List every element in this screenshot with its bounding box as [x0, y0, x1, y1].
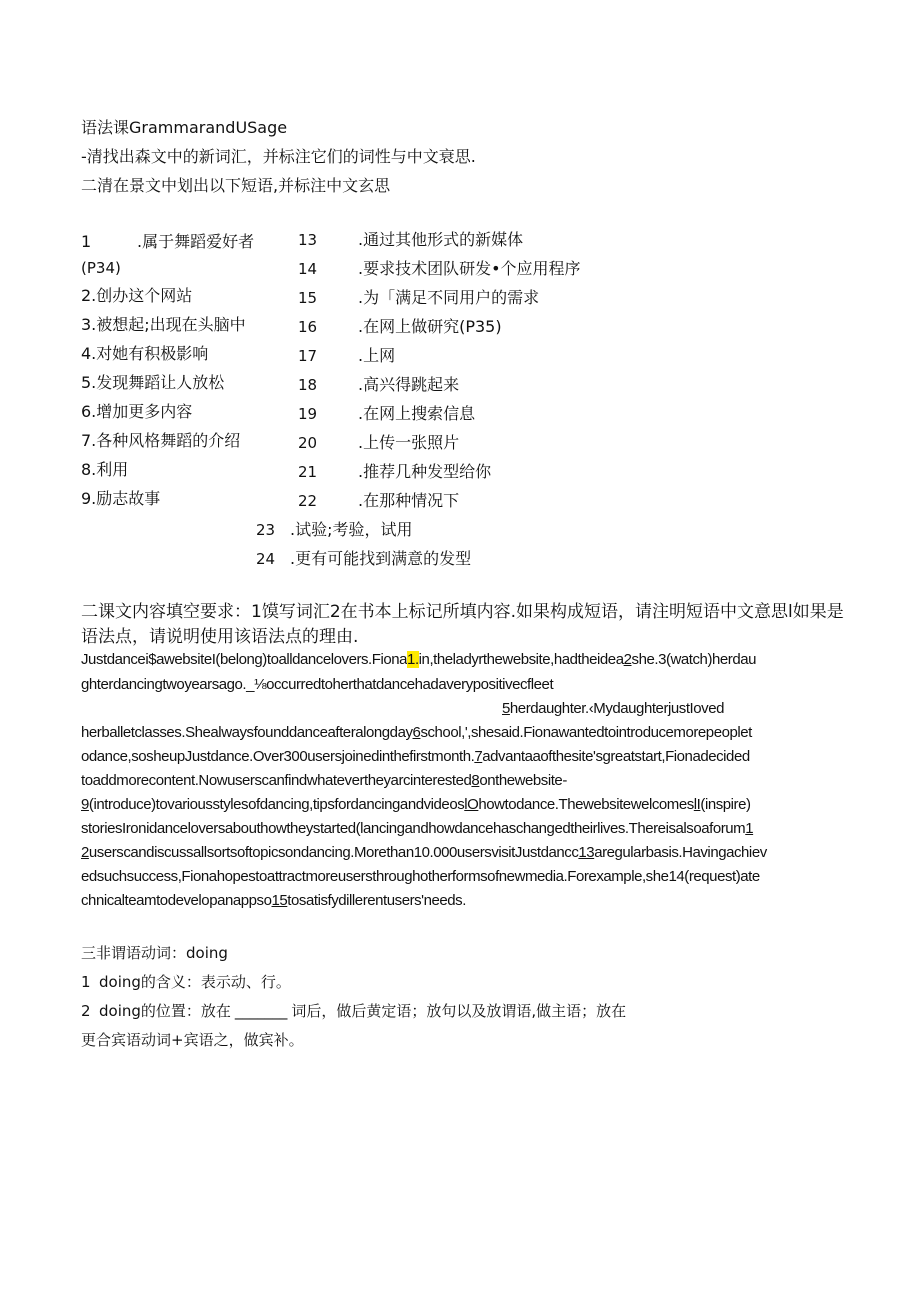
blank-number: 15: [271, 892, 288, 909]
list-item: [256, 520, 412, 540]
item-number: 2: [81, 1002, 91, 1020]
item-number: 24: [256, 550, 276, 568]
passage-text: storiesIronidanceloversabouthowtheystarted(lancingandhowdancehaschangedtheirlives.Thereisalsoaforum: [81, 820, 746, 837]
item-number: 23: [256, 521, 276, 539]
list-item: [81, 402, 192, 422]
blank-number: 5: [502, 700, 510, 717]
instruction-line-1: -清找出森文中的新词汇，并标注它们的词性与中文衰思.: [81, 147, 476, 166]
item-number: 3.: [81, 315, 97, 334]
blank-number: 6: [412, 724, 421, 741]
list-item: [81, 286, 192, 306]
passage-text: (inspire): [700, 796, 751, 813]
item-number: 17: [298, 347, 318, 365]
passage-line: [81, 843, 767, 863]
item-number: 22: [298, 492, 318, 510]
item-text: (P34): [81, 259, 121, 277]
passage-text: tosatisfydillerentusers'needs.: [287, 892, 466, 909]
item-text: doing的含义：表示动、行。: [99, 973, 291, 991]
item-text: .高兴得跳起来: [358, 375, 460, 394]
item-text: .试验;考验，试用: [290, 520, 413, 539]
list-item: [81, 258, 121, 278]
section2-instruction-1: 二课文内容填空要求：1馍写词汇2在书本上标记所填内容.如果构成短语，请注明短语中文意思l如果是: [81, 602, 844, 622]
item-number: 14: [298, 260, 318, 278]
item-text: 增加更多内容: [96, 402, 193, 421]
passage-text: odance,sosheupJustdance.Over300usersjoinedinthefirstmonth.: [81, 748, 475, 765]
passage-line: [81, 819, 753, 839]
page-title: 语法课GrammarandUSage: [81, 118, 288, 137]
item-text: doing的位置：放在: [99, 1002, 231, 1020]
section3-item-2-cont: 更合宾语动词+宾语之，做宾补。: [81, 1031, 304, 1049]
list-item: [81, 344, 208, 364]
list-item: [81, 460, 128, 480]
blank-number: 2: [81, 844, 89, 861]
list-item: [298, 259, 581, 279]
item-text: 词后，做后黄定语；放句以及放谓语,做主语；放在: [291, 1002, 627, 1020]
passage-text: userscandiscussallsortsoftopicsondancing.Morethan10.000usersvisitJustdancc: [88, 844, 579, 861]
item-text: .在那种情况下: [358, 491, 460, 510]
item-number: 5.: [81, 373, 97, 392]
item-number: 19: [298, 405, 318, 423]
passage-text: toaddmorecontent.Nowuserscanfindwhatevertheyarcinterested: [81, 772, 472, 789]
item-text: .推荐几种发型给你: [358, 462, 492, 481]
item-number: 9.: [81, 489, 97, 508]
list-item: [298, 433, 459, 453]
passage-line: [502, 699, 724, 719]
item-number: 18: [298, 376, 318, 394]
section2-instruction-2: 语法点，请说明使用该语法点的理由.: [81, 627, 359, 647]
list-item: [298, 404, 475, 424]
passage-line: edsuchsuccess,Fionahopestoattractmoreusersthroughotherformsofnewmedia.Forexample,she14(request)ate: [81, 868, 760, 885]
list-item: [298, 375, 459, 395]
blank-number: 2: [623, 651, 632, 668]
passage-line: ghterdancingtwoyearsago._⅛occurredtoherthatdancehadaverypositivecfleet: [81, 676, 554, 693]
section3-title: 三非谓语动词：doing: [81, 944, 228, 962]
item-text: .上传一张照片: [358, 433, 460, 452]
item-number: 6.: [81, 402, 97, 421]
passage-line: [81, 723, 752, 743]
blank-number: 13: [578, 844, 595, 861]
passage-text: school,',shesaid.Fionawantedtointroducemorepeoplet: [420, 724, 752, 741]
item-number: 7.: [81, 431, 97, 450]
list-item: [298, 462, 491, 482]
item-text: .为「满足不同用户的需求: [358, 288, 540, 307]
list-item: [298, 230, 523, 250]
blank-number: lO: [464, 796, 479, 813]
list-item: [81, 373, 224, 393]
passage-line: [81, 650, 756, 670]
passage-line: [81, 747, 750, 767]
item-number: 20: [298, 434, 318, 452]
list-item: [81, 315, 246, 335]
item-text: .更有可能找到满意的发型: [290, 549, 472, 568]
item-text: .要求技术团队研发•个应用程序: [358, 259, 581, 278]
instruction-line-2: 二清在景文中划出以下短语,并标注中文玄思: [81, 176, 391, 195]
item-text: 励志故事: [96, 489, 161, 508]
item-number: 21: [298, 463, 318, 481]
item-text: 被想起;出现在头脑中: [96, 315, 246, 334]
list-item: [298, 317, 502, 337]
blank-number: 9: [81, 796, 89, 813]
passage-text: (introduce)tovariousstylesofdancing,tipsfordancingandvideos: [88, 796, 465, 813]
passage-text: aregularbasis.Havingachiev: [594, 844, 767, 861]
item-text: 各种风格舞蹈的介绍: [96, 431, 241, 450]
section3-item-1: [81, 972, 291, 992]
passage-text: chnicalteamtodevelopanappso: [81, 892, 272, 909]
item-number: 15: [298, 289, 318, 307]
blank-number: 8: [471, 772, 480, 789]
passage-text: in,theladyrthewebsite,hadtheidea: [418, 651, 624, 668]
passage-line: [81, 771, 567, 791]
blank-number: 7: [474, 748, 483, 765]
item-number: 1: [81, 973, 91, 991]
item-text: .通过其他形式的新媒体: [358, 230, 524, 249]
item-text: .在网上搜索信息: [358, 404, 476, 423]
item-text: .属于舞蹈爱好者: [137, 232, 255, 251]
blank-number: lI: [693, 796, 701, 813]
list-item: [81, 431, 240, 451]
passage-text: advantaaofthesite'sgreatstart,Fionadecided: [482, 748, 750, 765]
item-number: 4.: [81, 344, 97, 363]
list-item: [298, 491, 459, 511]
list-item: [81, 489, 160, 509]
highlighted-blank: 1.: [407, 651, 419, 668]
passage-text: Justdancei$awebsiteI(belong)toalldancelovers.Fiona: [81, 651, 408, 668]
item-number: 1: [81, 232, 92, 251]
item-text: 创办这个网站: [96, 286, 193, 305]
passage-line: [81, 891, 466, 911]
passage-text: herballetclasses.Shealwaysfounddanceafteralongday: [81, 724, 413, 741]
item-text: 对她有积极影响: [96, 344, 209, 363]
passage-text: herdaughter.‹MydaughterjustIoved: [509, 700, 724, 717]
item-text: 发现舞蹈让人放松: [96, 373, 225, 392]
list-item: [298, 288, 539, 308]
item-number: 8.: [81, 460, 97, 479]
item-text: .在网上做研究(P35): [358, 317, 502, 336]
item-number: 16: [298, 318, 318, 336]
item-text: .上网: [358, 346, 396, 365]
list-item: [298, 346, 395, 366]
passage-text: she.3(watch)herdau: [631, 651, 756, 668]
passage-line: [81, 795, 751, 815]
item-text: 利用: [96, 460, 129, 479]
passage-text: howtodance.Thewebsitewelcomes: [478, 796, 694, 813]
list-item: [256, 549, 471, 569]
item-number: 2.: [81, 286, 97, 305]
blank-number: 1: [745, 820, 754, 837]
section3-item-2: [81, 1001, 626, 1021]
passage-text: onthewebsite-: [479, 772, 567, 789]
list-item: [81, 232, 254, 252]
fill-blank: _______: [234, 1002, 288, 1020]
item-number: 13: [298, 231, 318, 249]
